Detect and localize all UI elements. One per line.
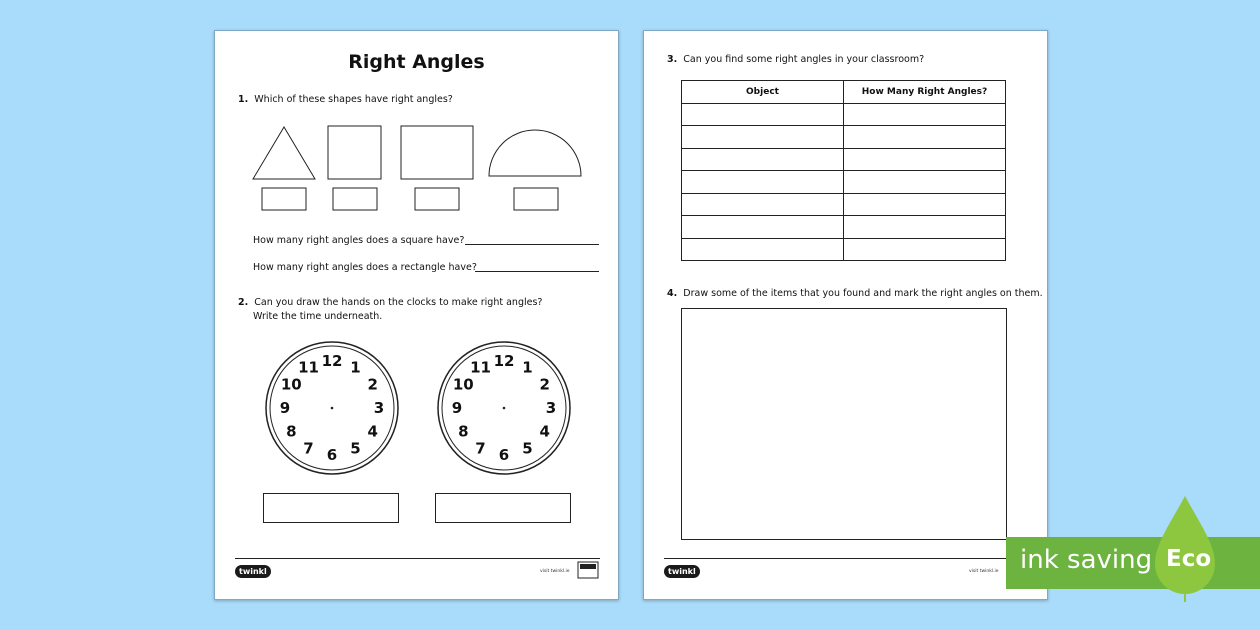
worksheet-page-left <box>214 30 619 600</box>
object-cell[interactable] <box>682 148 844 171</box>
answer-box-semicircle <box>514 188 558 210</box>
table-row <box>682 216 1006 239</box>
worksheet-page-right <box>643 30 1048 600</box>
question-4-text: Draw some of the items that you found and mark the right angles on them. <box>683 288 1043 299</box>
clock-number-4: 4 <box>539 422 550 441</box>
drawing-box[interactable] <box>681 308 1007 540</box>
clock-face-2[interactable] <box>435 339 573 477</box>
answer-box-triangle <box>262 188 306 210</box>
question-3 <box>667 53 924 67</box>
table-row <box>682 103 1006 126</box>
clock-number-10: 10 <box>452 375 474 394</box>
rectangle-answer-line[interactable] <box>475 271 599 272</box>
clock-number-7: 7 <box>303 439 314 458</box>
time-answer-box-2[interactable] <box>435 493 571 523</box>
clock-number-10: 10 <box>280 375 302 394</box>
rectangle-shape <box>401 126 473 179</box>
visit-link: visit twinkl.ie <box>969 569 999 574</box>
question-1-text: Which of these shapes have right angles? <box>254 94 453 105</box>
clock-face-1[interactable] <box>263 339 401 477</box>
column-header-count: How Many Right Angles? <box>844 81 1006 104</box>
page-title: Right Angles <box>348 51 485 73</box>
shapes-row <box>215 121 618 216</box>
count-cell[interactable] <box>844 171 1006 194</box>
clock-number-8: 8 <box>286 422 297 441</box>
clock-number-4: 4 <box>367 422 378 441</box>
count-cell[interactable] <box>844 216 1006 239</box>
clock-number-9: 9 <box>451 399 463 417</box>
clock-number-1: 1 <box>350 358 361 377</box>
square-answer-line[interactable] <box>465 244 599 245</box>
certified-icon <box>577 561 599 579</box>
question-3-number: 3. <box>667 54 678 65</box>
triangle-shape <box>253 127 315 179</box>
square-shape <box>328 126 381 179</box>
table-row <box>682 193 1006 216</box>
object-cell[interactable] <box>682 238 844 261</box>
count-cell[interactable] <box>844 103 1006 126</box>
clock-number-5: 5 <box>522 439 533 458</box>
question-1 <box>238 93 453 107</box>
object-cell[interactable] <box>682 193 844 216</box>
eco-label: Eco <box>1166 546 1212 572</box>
clock-number-12: 12 <box>493 352 515 370</box>
ink-saving-label: ink saving <box>1020 545 1153 575</box>
time-answer-box-1[interactable] <box>263 493 399 523</box>
clock-number-6: 6 <box>326 446 338 464</box>
table-header-row <box>682 81 1006 104</box>
clock-center-dot <box>503 407 506 410</box>
twinkl-logo: twinkl <box>664 565 700 578</box>
clock-number-1: 1 <box>522 358 533 377</box>
visit-link: visit twinkl.ie <box>540 569 570 574</box>
object-cell[interactable] <box>682 171 844 194</box>
semicircle-shape <box>489 130 581 176</box>
clock-number-2: 2 <box>539 375 550 394</box>
object-cell[interactable] <box>682 126 844 149</box>
table-row <box>682 126 1006 149</box>
clock-center-dot <box>331 407 334 410</box>
column-header-object: Object <box>682 81 844 104</box>
object-cell[interactable] <box>682 216 844 239</box>
footer-divider <box>664 558 1029 559</box>
count-cell[interactable] <box>844 126 1006 149</box>
question-2-line2: Write the time underneath. <box>253 311 383 322</box>
clock-number-3: 3 <box>545 399 557 417</box>
count-cell[interactable] <box>844 238 1006 261</box>
square-question: How many right angles does a square have? <box>253 235 465 246</box>
clock-number-6: 6 <box>498 446 510 464</box>
object-cell[interactable] <box>682 103 844 126</box>
table-row <box>682 238 1006 261</box>
rectangle-question: How many right angles does a rectangle have? <box>253 262 477 273</box>
question-4-number: 4. <box>667 288 678 299</box>
footer-divider <box>235 558 600 559</box>
clock-number-2: 2 <box>367 375 378 394</box>
answer-box-rectangle <box>415 188 459 210</box>
clock-number-3: 3 <box>373 399 385 417</box>
clock-number-9: 9 <box>279 399 291 417</box>
question-1-number: 1. <box>238 94 249 105</box>
question-3-text: Can you find some right angles in your classroom? <box>683 54 925 65</box>
clock-number-12: 12 <box>321 352 343 370</box>
question-2-number: 2. <box>238 297 249 308</box>
table-row <box>682 171 1006 194</box>
clock-number-11: 11 <box>470 358 491 377</box>
question-4 <box>667 287 1043 301</box>
question-2 <box>238 296 542 310</box>
clock-number-8: 8 <box>458 422 469 441</box>
count-cell[interactable] <box>844 193 1006 216</box>
twinkl-logo: twinkl <box>235 565 271 578</box>
count-cell[interactable] <box>844 148 1006 171</box>
right-angles-table <box>681 80 1006 261</box>
clock-number-11: 11 <box>298 358 319 377</box>
table-row <box>682 148 1006 171</box>
question-2-line1: Can you draw the hands on the clocks to make right angles? <box>254 297 543 308</box>
answer-box-square <box>333 188 377 210</box>
clock-number-5: 5 <box>350 439 361 458</box>
clock-number-7: 7 <box>475 439 486 458</box>
